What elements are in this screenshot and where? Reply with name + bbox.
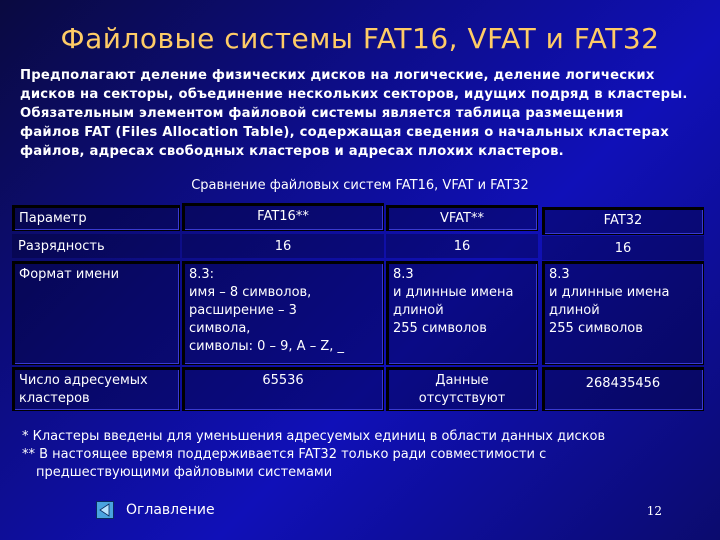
row-clusters-fat16 xyxy=(182,367,384,411)
intro-paragraph xyxy=(20,66,710,161)
footnote: ** В настоящее время поддерживается FAT32 только ради совместимости с xyxy=(22,447,547,462)
cell-text: кластеров xyxy=(19,391,90,406)
cell-text: Разрядность xyxy=(18,239,105,254)
row-clusters-vfat xyxy=(386,367,538,411)
cell-text: 65536 xyxy=(262,373,304,388)
footnote: * Кластеры введены для уменьшения адресуемых единиц в области данных дисков xyxy=(22,429,606,444)
row-clusters-param xyxy=(12,367,180,411)
header-label: VFAT** xyxy=(439,211,484,226)
row-bitness-param xyxy=(12,234,180,258)
back-arrow-icon[interactable] xyxy=(96,501,114,519)
table-caption: Сравнение файловых систем FAT16, VFAT и FAT32 xyxy=(191,178,529,193)
row-bitness-vfat xyxy=(386,234,538,258)
cell-text: 16 xyxy=(274,239,292,254)
cell-text: символы: 0 – 9, A – Z, _ xyxy=(189,339,345,354)
intro-line: файлов, адресах свободных кластеров и адресах плохих кластеров. xyxy=(20,144,564,159)
slide-title: Файловые системы FAT16, VFAT и FAT32 xyxy=(60,22,660,55)
intro-line: дисков на секторы, объединение нескольких секторов, идущих подряд в кластеры. xyxy=(20,87,688,102)
cell-text: 16 xyxy=(614,241,632,256)
header-label: FAT32 xyxy=(603,213,643,228)
cell-text: символа, xyxy=(189,321,251,336)
header-cell-fat32 xyxy=(542,207,704,235)
row-bitness-fat16 xyxy=(182,234,384,258)
toc-label[interactable]: Оглавление xyxy=(126,502,215,518)
header-cell-param xyxy=(12,205,180,231)
row-name-format-vfat xyxy=(386,261,538,365)
cell-text: 8.3 xyxy=(549,267,570,282)
cell-text: расширение – 3 xyxy=(189,303,297,318)
row-name-format-param xyxy=(12,261,180,365)
header-cell-vfat xyxy=(386,205,538,231)
cell-text: длиной xyxy=(393,303,444,318)
header-cell-fat16 xyxy=(182,203,384,231)
cell-text: и длинные имена xyxy=(393,285,514,300)
footnotes xyxy=(22,428,702,482)
cell-text: 8.3 xyxy=(393,267,414,282)
cell-text: длиной xyxy=(549,303,600,318)
row-bitness-fat32 xyxy=(542,236,704,260)
cell-text: Данные xyxy=(435,373,489,388)
row-name-format-fat16 xyxy=(182,261,384,365)
intro-line: Предполагают деление физических дисков на логические, деление логических xyxy=(20,68,655,83)
cell-text: 8.3: xyxy=(189,267,215,282)
cell-text: Число адресуемых xyxy=(19,373,148,388)
cell-text: 268435456 xyxy=(585,376,661,391)
cell-text: 255 символов xyxy=(393,321,487,336)
cell-text: 255 символов xyxy=(549,321,643,336)
header-label: FAT16** xyxy=(257,209,309,224)
cell-text: Формат имени xyxy=(19,267,120,282)
cell-text: отсутствуют xyxy=(418,391,506,406)
intro-line: Обязательным элементом файловой системы является таблица размещения xyxy=(20,106,624,121)
intro-line: файлов FAT (Files Allocation Table), содержащая сведения о начальных кластерах xyxy=(20,125,669,140)
header-label: Параметр xyxy=(19,211,87,226)
cell-text: имя – 8 символов, xyxy=(189,285,312,300)
row-name-format-fat32 xyxy=(542,261,704,365)
toc-link[interactable] xyxy=(96,501,215,519)
row-clusters-fat32 xyxy=(542,367,704,411)
footnote: предшествующими файловыми системами xyxy=(36,465,333,480)
page-number: 12 xyxy=(646,504,662,518)
cell-text: 16 xyxy=(453,239,471,254)
cell-text: и длинные имена xyxy=(549,285,670,300)
